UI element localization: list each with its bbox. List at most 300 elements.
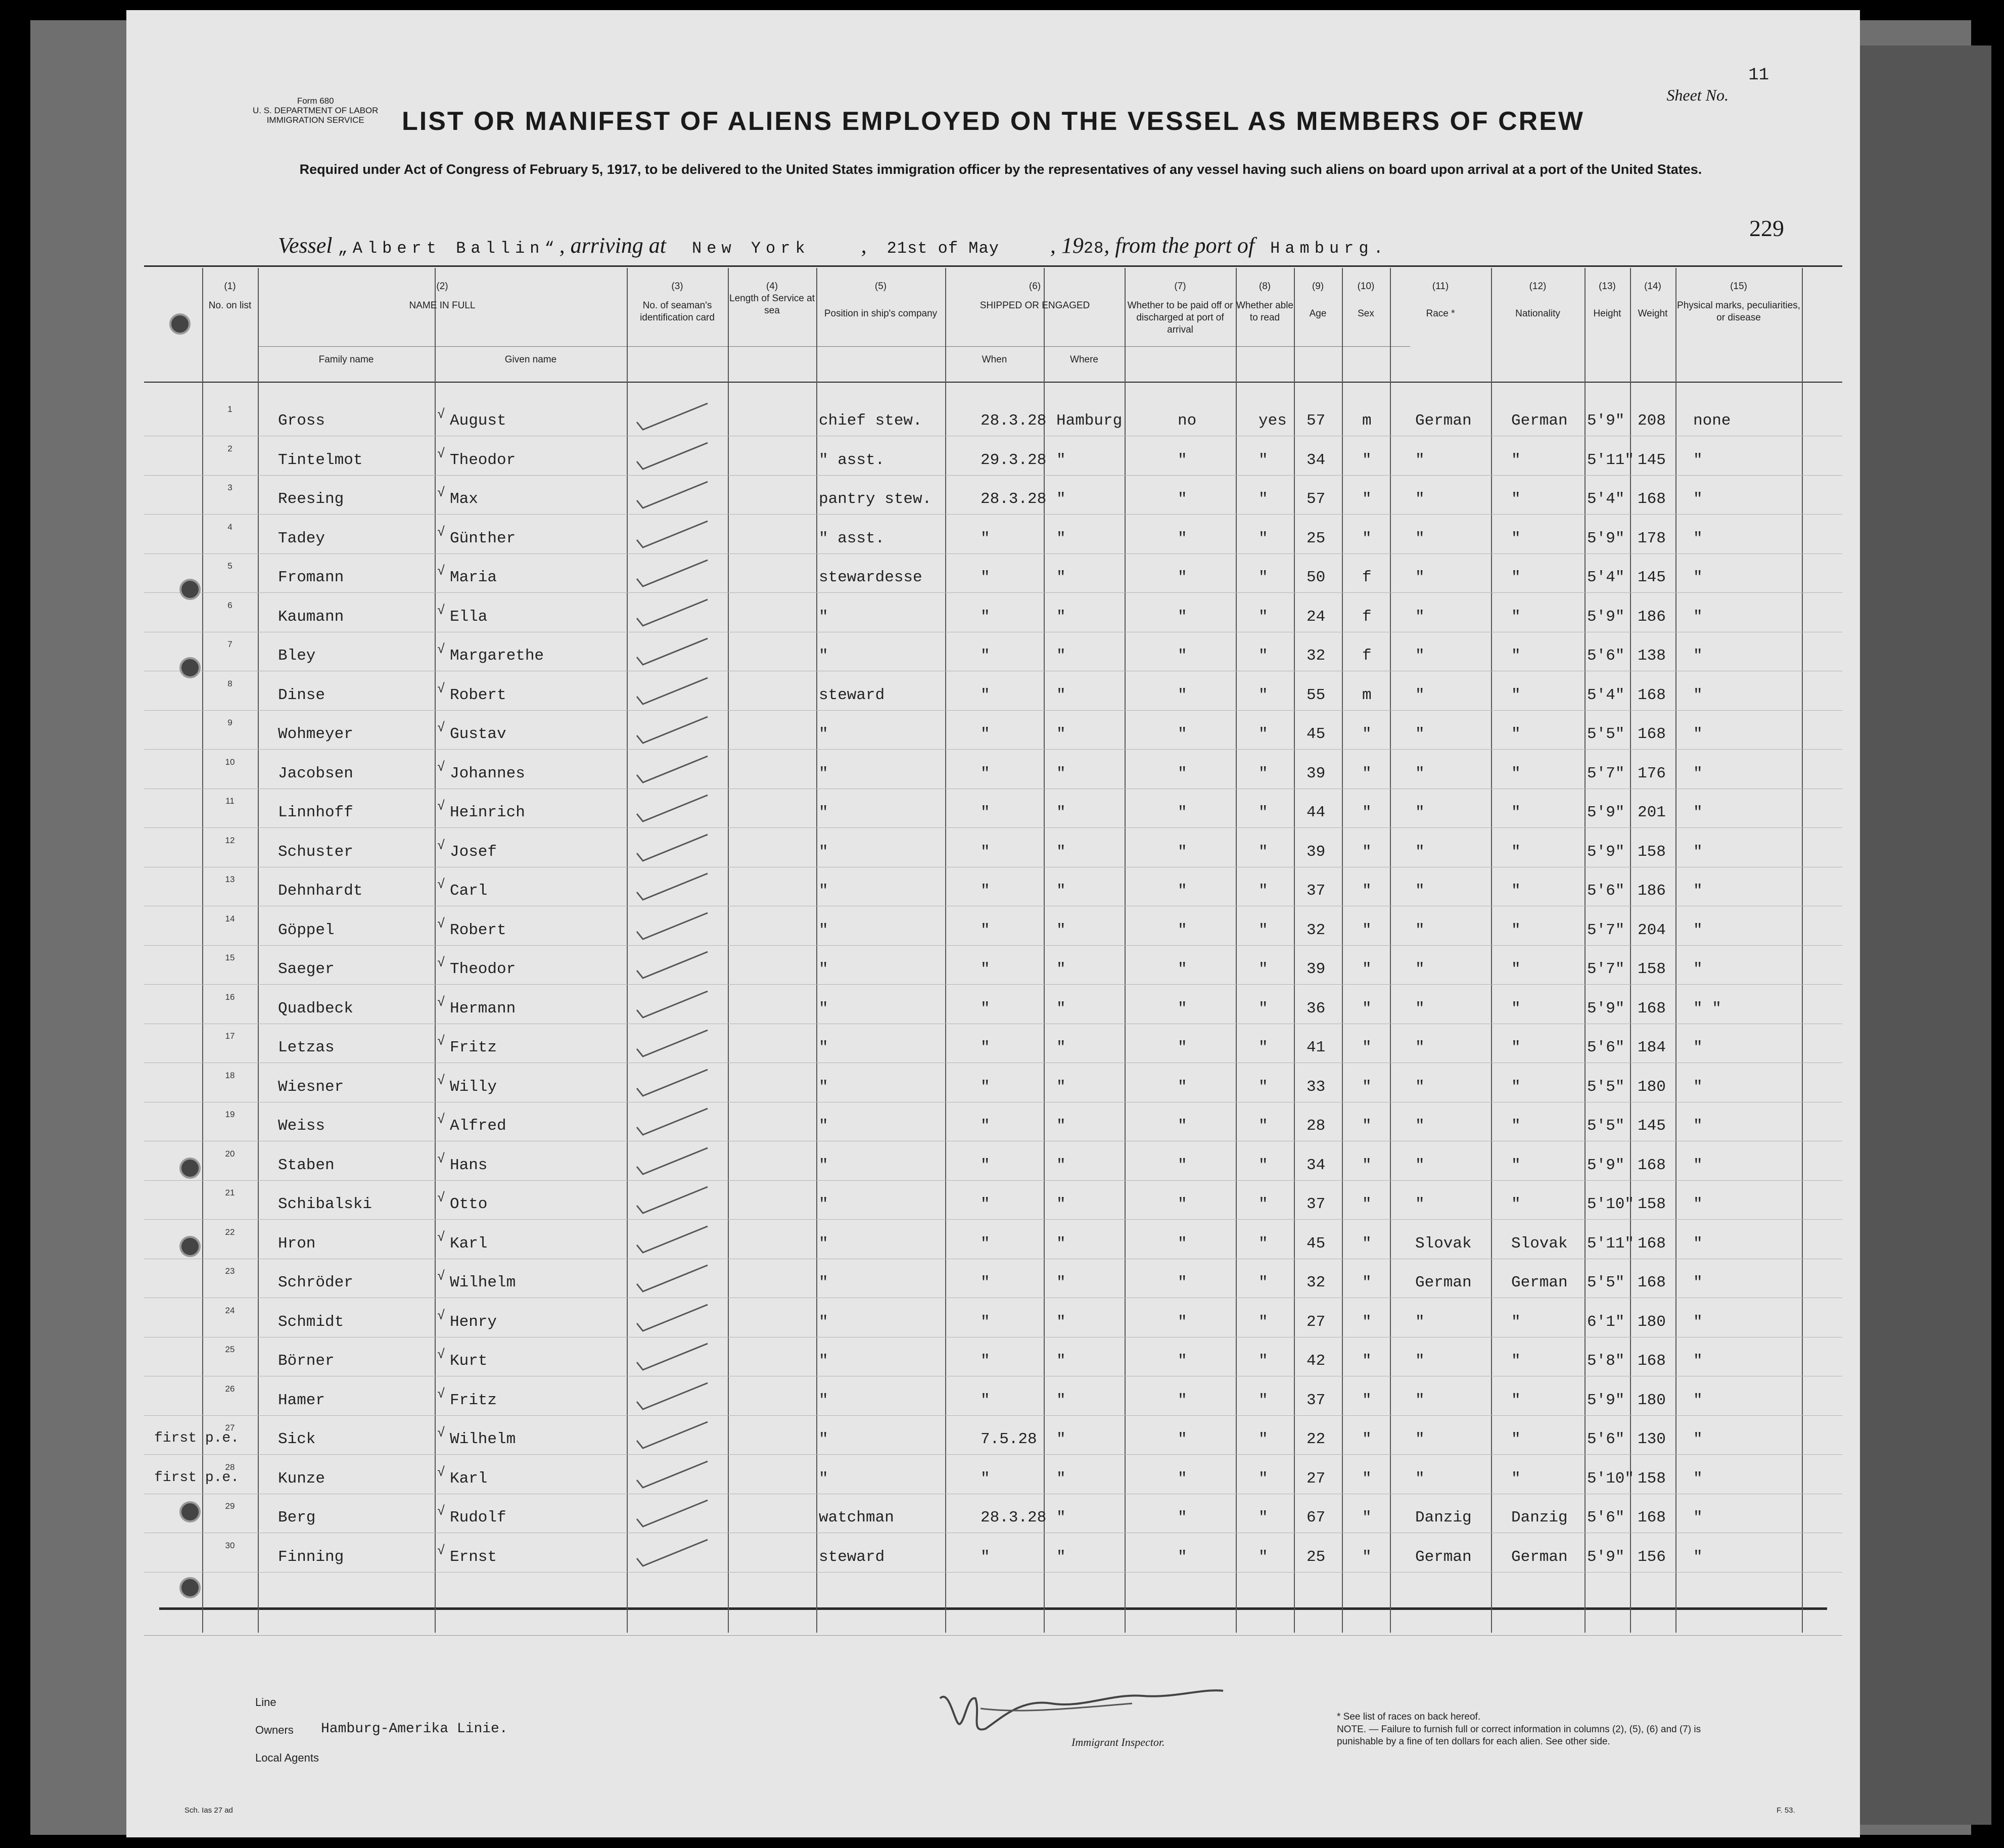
vessel-name: „Albert Ballin“ bbox=[338, 239, 560, 258]
tick-mark: √ bbox=[437, 1034, 445, 1049]
row-line bbox=[144, 984, 1842, 985]
tick-mark: √ bbox=[437, 1190, 445, 1206]
physical-marks: " bbox=[1693, 1509, 1703, 1527]
check-mark-icon bbox=[632, 674, 733, 709]
position: " bbox=[819, 1039, 828, 1056]
bottom-left-code: Sch. Ias 27 ad bbox=[184, 1806, 233, 1815]
tick-mark: √ bbox=[437, 1151, 445, 1167]
family-name: Schröder bbox=[278, 1274, 353, 1291]
position: " bbox=[819, 1391, 828, 1409]
check-mark-icon bbox=[632, 752, 733, 788]
race: German bbox=[1415, 1274, 1472, 1291]
family-name: Dinse bbox=[278, 686, 325, 704]
weight: 186 bbox=[1638, 608, 1666, 626]
race: " bbox=[1415, 451, 1425, 469]
height: 5'5" bbox=[1587, 1078, 1625, 1096]
race: " bbox=[1415, 764, 1425, 782]
sex: " bbox=[1362, 999, 1372, 1018]
inspector-signature bbox=[920, 1668, 1324, 1744]
shipped-when: " bbox=[981, 529, 990, 547]
position: " bbox=[819, 1195, 828, 1213]
row-number: 20 bbox=[225, 1148, 235, 1159]
row-line bbox=[144, 1454, 1842, 1455]
shipped-when: " bbox=[981, 1391, 990, 1409]
check-mark-icon bbox=[632, 1104, 733, 1140]
weight: 138 bbox=[1638, 647, 1666, 665]
shipped-where: " bbox=[1056, 569, 1066, 586]
check-mark-icon bbox=[632, 1026, 733, 1061]
shipped-where: " bbox=[1056, 1430, 1066, 1448]
race: " bbox=[1415, 999, 1425, 1018]
column-divider bbox=[1342, 268, 1343, 1633]
physical-marks: " bbox=[1693, 608, 1703, 626]
paid-off: " bbox=[1178, 647, 1187, 665]
weight: 168 bbox=[1638, 1156, 1666, 1174]
row-note: first p.e. bbox=[154, 1430, 240, 1446]
local-agents-label: Local Agents bbox=[255, 1751, 319, 1764]
weight: 168 bbox=[1638, 490, 1666, 508]
check-mark-icon bbox=[632, 399, 733, 435]
row-number: 13 bbox=[225, 874, 235, 884]
given-name: Fritz bbox=[450, 1039, 497, 1056]
row-line bbox=[144, 710, 1842, 711]
given-name: Hans bbox=[450, 1156, 488, 1174]
family-name: Berg bbox=[278, 1509, 316, 1527]
owners-value: Hamburg-Amerika Linie. bbox=[321, 1721, 508, 1737]
paid-off: " bbox=[1178, 764, 1187, 782]
race: " bbox=[1415, 1313, 1425, 1331]
check-mark-icon bbox=[632, 1496, 733, 1532]
physical-marks: none bbox=[1693, 412, 1731, 430]
check-mark-icon bbox=[632, 595, 733, 631]
sex: " bbox=[1362, 843, 1372, 861]
able-to-read: " bbox=[1259, 529, 1268, 547]
nationality: " bbox=[1511, 1352, 1521, 1370]
column-divider bbox=[1584, 268, 1586, 1633]
header-race: (11) Race * bbox=[1426, 281, 1455, 319]
given-name: August bbox=[450, 412, 506, 430]
position: pantry stew. bbox=[819, 490, 932, 508]
vessel-label: Vessel bbox=[278, 233, 333, 258]
physical-marks: " bbox=[1693, 569, 1703, 586]
family-name: Weiss bbox=[278, 1117, 325, 1135]
column-divider bbox=[1802, 268, 1803, 1633]
race: " bbox=[1415, 1391, 1425, 1409]
position: " bbox=[819, 1313, 828, 1331]
tick-mark: √ bbox=[437, 485, 445, 500]
weight: 168 bbox=[1638, 1234, 1666, 1253]
arrival-date: 21st of May bbox=[887, 239, 999, 258]
age: 45 bbox=[1307, 1234, 1326, 1253]
tick-mark: √ bbox=[437, 407, 445, 422]
height: 5'9" bbox=[1587, 1391, 1625, 1409]
nationality: Slovak bbox=[1511, 1234, 1568, 1253]
race: " bbox=[1415, 1195, 1425, 1213]
nationality: " bbox=[1511, 960, 1521, 978]
given-name: Hermann bbox=[450, 999, 516, 1018]
weight: 176 bbox=[1638, 764, 1666, 782]
age: 36 bbox=[1307, 999, 1326, 1018]
row-number: 8 bbox=[227, 678, 232, 688]
header-read: (8) Whether able to read bbox=[1236, 281, 1293, 323]
row-line bbox=[144, 1572, 1842, 1573]
row-number: 21 bbox=[225, 1188, 235, 1197]
physical-marks: " bbox=[1693, 1352, 1703, 1370]
check-mark-icon bbox=[632, 1536, 733, 1571]
able-to-read: " bbox=[1259, 1117, 1268, 1135]
nationality: German bbox=[1511, 1548, 1568, 1566]
able-to-read: " bbox=[1259, 843, 1268, 861]
tick-mark: √ bbox=[437, 1269, 445, 1284]
header-id-card: (3) No. of seaman's identification card bbox=[640, 281, 715, 323]
able-to-read: " bbox=[1259, 569, 1268, 586]
weight: 180 bbox=[1638, 1391, 1666, 1409]
shipped-when: " bbox=[981, 725, 990, 743]
column-divider bbox=[202, 268, 203, 1633]
family-name: Reesing bbox=[278, 490, 344, 508]
header-height: (13) Height bbox=[1593, 281, 1621, 319]
position: steward bbox=[819, 686, 885, 704]
shipped-where: " bbox=[1056, 1548, 1066, 1566]
shipped-where: " bbox=[1056, 1078, 1066, 1096]
age: 42 bbox=[1307, 1352, 1326, 1370]
weight: 145 bbox=[1638, 451, 1666, 469]
shipped-where: " bbox=[1056, 490, 1066, 508]
height: 5'6" bbox=[1587, 1430, 1625, 1448]
check-mark-icon bbox=[632, 830, 733, 866]
nationality: " bbox=[1511, 529, 1521, 547]
nationality: " bbox=[1511, 725, 1521, 743]
check-mark-icon bbox=[632, 1379, 733, 1414]
line-label: Line bbox=[255, 1696, 276, 1708]
page-number: 229 bbox=[1749, 215, 1784, 241]
sex: " bbox=[1362, 490, 1372, 508]
nationality: " bbox=[1511, 1078, 1521, 1096]
row-number: 22 bbox=[225, 1227, 235, 1237]
header-where: Where bbox=[1070, 354, 1098, 365]
position: " bbox=[819, 1469, 828, 1488]
check-mark-icon bbox=[632, 713, 733, 748]
vessel-line: Vessel „Albert Ballin“, arriving at New York , 21st of May , 1928, from the port of Hamburg. bbox=[278, 233, 1388, 258]
nationality: " bbox=[1511, 999, 1521, 1018]
physical-marks: " bbox=[1693, 1234, 1703, 1253]
height: 5'5" bbox=[1587, 725, 1625, 743]
able-to-read: " bbox=[1259, 490, 1268, 508]
tick-mark: √ bbox=[437, 446, 445, 461]
row-number: 26 bbox=[225, 1383, 235, 1394]
height: 5'9" bbox=[1587, 1156, 1625, 1174]
paid-off: " bbox=[1178, 1234, 1187, 1253]
shipped-when: 28.3.28 bbox=[981, 1509, 1047, 1527]
sex: " bbox=[1362, 764, 1372, 782]
able-to-read: " bbox=[1259, 960, 1268, 978]
able-to-read: " bbox=[1259, 804, 1268, 821]
paid-off: " bbox=[1178, 1469, 1187, 1488]
physical-marks: " bbox=[1693, 1274, 1703, 1291]
header-age: (9) Age bbox=[1309, 281, 1327, 319]
sex: " bbox=[1362, 1313, 1372, 1331]
column-divider bbox=[1294, 268, 1295, 1633]
nationality: Danzig bbox=[1511, 1509, 1568, 1527]
physical-marks: " bbox=[1693, 1195, 1703, 1213]
able-to-read: " bbox=[1259, 1195, 1268, 1213]
age: 41 bbox=[1307, 1039, 1326, 1056]
row-line bbox=[144, 945, 1842, 946]
from-label: , from the port of bbox=[1104, 233, 1255, 258]
able-to-read: " bbox=[1259, 1391, 1268, 1409]
nationality: " bbox=[1511, 490, 1521, 508]
family-name: Bley bbox=[278, 647, 316, 665]
column-divider bbox=[1044, 268, 1045, 1633]
height: 5'6" bbox=[1587, 882, 1625, 900]
given-name: Johannes bbox=[450, 764, 525, 782]
given-name: Max bbox=[450, 490, 478, 508]
height: 5'7" bbox=[1587, 960, 1625, 978]
header-family-name: Family name bbox=[318, 354, 374, 365]
nationality: " bbox=[1511, 686, 1521, 704]
able-to-read: " bbox=[1259, 725, 1268, 743]
shipped-when: 28.3.28 bbox=[981, 490, 1047, 508]
shipped-where: " bbox=[1056, 1352, 1066, 1370]
shipped-where: " bbox=[1056, 1313, 1066, 1331]
sex: " bbox=[1362, 1156, 1372, 1174]
physical-marks: " bbox=[1693, 529, 1703, 547]
physical-marks: " bbox=[1693, 1039, 1703, 1056]
sheet-label: Sheet No. bbox=[1666, 86, 1729, 104]
physical-marks: " bbox=[1693, 843, 1703, 861]
height: 5'9" bbox=[1587, 999, 1625, 1018]
weight: 208 bbox=[1638, 412, 1666, 430]
shipped-where: " bbox=[1056, 1195, 1066, 1213]
position: " bbox=[819, 1078, 828, 1096]
race: German bbox=[1415, 1548, 1472, 1566]
punch-hole bbox=[169, 313, 191, 335]
family-name: Dehnhardt bbox=[278, 882, 363, 900]
shipped-when: " bbox=[981, 569, 990, 586]
tick-mark: √ bbox=[437, 759, 445, 775]
sex: " bbox=[1362, 1469, 1372, 1488]
tick-mark: √ bbox=[437, 720, 445, 735]
column-divider bbox=[1390, 268, 1391, 1633]
tick-mark: √ bbox=[437, 1425, 445, 1441]
arriving-port: New York bbox=[692, 239, 810, 258]
shipped-where: " bbox=[1056, 1039, 1066, 1056]
tick-mark: √ bbox=[437, 1112, 445, 1127]
row-number: 2 bbox=[227, 443, 232, 453]
punch-hole bbox=[179, 579, 201, 600]
able-to-read: " bbox=[1259, 1078, 1268, 1096]
column-divider bbox=[1675, 268, 1676, 1633]
position: " bbox=[819, 1274, 828, 1291]
arriving-label: , arriving at bbox=[559, 233, 667, 258]
family-name: Linnhoff bbox=[278, 804, 353, 821]
check-mark-icon bbox=[632, 517, 733, 552]
row-line bbox=[144, 749, 1842, 750]
given-name: Rudolf bbox=[450, 1509, 506, 1527]
height: 5'6" bbox=[1587, 1039, 1625, 1056]
sex: " bbox=[1362, 1548, 1372, 1566]
able-to-read: " bbox=[1259, 764, 1268, 782]
able-to-read: " bbox=[1259, 1509, 1268, 1527]
weight: 168 bbox=[1638, 1352, 1666, 1370]
family-name: Saeger bbox=[278, 960, 335, 978]
paid-off: " bbox=[1178, 843, 1187, 861]
shipped-where: " bbox=[1056, 1391, 1066, 1409]
row-number: 6 bbox=[227, 600, 232, 610]
able-to-read: " bbox=[1259, 1234, 1268, 1253]
row-number: 4 bbox=[227, 522, 232, 532]
tick-mark: √ bbox=[437, 1073, 445, 1088]
given-name: Willy bbox=[450, 1078, 497, 1096]
tick-mark: √ bbox=[437, 603, 445, 618]
age: 55 bbox=[1307, 686, 1326, 704]
weight: 156 bbox=[1638, 1548, 1666, 1566]
row-line bbox=[144, 1062, 1842, 1063]
from-port: Hamburg. bbox=[1270, 239, 1388, 258]
shipped-where: " bbox=[1056, 725, 1066, 743]
given-name: Otto bbox=[450, 1195, 488, 1213]
physical-marks: " " bbox=[1693, 999, 1721, 1018]
row-number: 12 bbox=[225, 835, 235, 845]
sex: " bbox=[1362, 725, 1372, 743]
sex: " bbox=[1362, 451, 1372, 469]
physical-marks: " bbox=[1693, 1430, 1703, 1448]
age: 27 bbox=[1307, 1313, 1326, 1331]
sex: " bbox=[1362, 1509, 1372, 1527]
given-name: Heinrich bbox=[450, 804, 525, 821]
age: 34 bbox=[1307, 1156, 1326, 1174]
family-name: Sick bbox=[278, 1430, 316, 1448]
row-line bbox=[144, 514, 1842, 515]
paid-off: " bbox=[1178, 1078, 1187, 1096]
position: " bbox=[819, 647, 828, 665]
age: 25 bbox=[1307, 529, 1326, 547]
shipped-where: " bbox=[1056, 960, 1066, 978]
column-divider bbox=[945, 268, 946, 1633]
shipped-when: " bbox=[981, 1117, 990, 1135]
family-name: Hron bbox=[278, 1234, 316, 1253]
sex: " bbox=[1362, 529, 1372, 547]
family-name: Wiesner bbox=[278, 1078, 344, 1096]
position: " bbox=[819, 608, 828, 626]
tick-mark: √ bbox=[437, 955, 445, 971]
given-name: Ella bbox=[450, 608, 488, 626]
shipped-when: " bbox=[981, 882, 990, 900]
family-name: Göppel bbox=[278, 921, 335, 939]
race: " bbox=[1415, 1039, 1425, 1056]
shipped-when: " bbox=[981, 1039, 990, 1056]
shipped-where: " bbox=[1056, 804, 1066, 821]
weight: 145 bbox=[1638, 569, 1666, 586]
header-shipped: (6) SHIPPED OR ENGAGED bbox=[980, 281, 1090, 311]
weight: 145 bbox=[1638, 1117, 1666, 1135]
given-name: Henry bbox=[450, 1313, 497, 1331]
paid-off: " bbox=[1178, 529, 1187, 547]
able-to-read: " bbox=[1259, 921, 1268, 939]
row-number: 23 bbox=[225, 1266, 235, 1276]
paid-off: " bbox=[1178, 804, 1187, 821]
position: watchman bbox=[819, 1509, 894, 1527]
height: 5'9" bbox=[1587, 529, 1625, 547]
shipped-when: " bbox=[981, 1352, 990, 1370]
given-name: Fritz bbox=[450, 1391, 497, 1409]
row-number: 16 bbox=[225, 992, 235, 1002]
family-name: Kaumann bbox=[278, 608, 344, 626]
position: stewardesse bbox=[819, 569, 922, 586]
check-mark-icon bbox=[632, 478, 733, 513]
position: " asst. bbox=[819, 451, 885, 469]
row-line bbox=[144, 1219, 1842, 1220]
header-bottom-rule bbox=[144, 382, 1842, 383]
able-to-read: " bbox=[1259, 1352, 1268, 1370]
given-name: Robert bbox=[450, 921, 506, 939]
tick-mark: √ bbox=[437, 681, 445, 697]
physical-marks: " bbox=[1693, 490, 1703, 508]
age: 39 bbox=[1307, 960, 1326, 978]
footer-rule bbox=[144, 1635, 1842, 1636]
given-name: Karl bbox=[450, 1469, 488, 1488]
check-mark-icon bbox=[632, 556, 733, 591]
check-mark-icon bbox=[632, 1418, 733, 1453]
paid-off: " bbox=[1178, 608, 1187, 626]
given-name: Alfred bbox=[450, 1117, 506, 1135]
row-number: 24 bbox=[225, 1305, 235, 1315]
sex: f bbox=[1362, 647, 1372, 665]
age: 32 bbox=[1307, 647, 1326, 665]
shipped-when: " bbox=[981, 999, 990, 1018]
punch-hole bbox=[179, 1577, 201, 1598]
age: 37 bbox=[1307, 1195, 1326, 1213]
age: 67 bbox=[1307, 1509, 1326, 1527]
punch-hole bbox=[179, 657, 201, 678]
family-name: Staben bbox=[278, 1156, 335, 1174]
paid-off: " bbox=[1178, 569, 1187, 586]
weight: 168 bbox=[1638, 1274, 1666, 1291]
nationality: " bbox=[1511, 569, 1521, 586]
shipped-when: 29.3.28 bbox=[981, 451, 1047, 469]
able-to-read: " bbox=[1259, 686, 1268, 704]
sex: " bbox=[1362, 1195, 1372, 1213]
able-to-read: " bbox=[1259, 1430, 1268, 1448]
race: " bbox=[1415, 1156, 1425, 1174]
family-name: Fromann bbox=[278, 569, 344, 586]
shipped-when: " bbox=[981, 921, 990, 939]
shipped-when: " bbox=[981, 1078, 990, 1096]
age: 25 bbox=[1307, 1548, 1326, 1566]
page-subtitle: Required under Act of Congress of February 5, 1917, to be delivered to the United States immigration officer by the representatives of any vessel having such aliens on board upon arrival at a port of the United States. bbox=[299, 162, 1702, 177]
shipped-when: " bbox=[981, 1548, 990, 1566]
shipped-when: " bbox=[981, 1234, 990, 1253]
tick-mark: √ bbox=[437, 994, 445, 1010]
shipped-when: " bbox=[981, 686, 990, 704]
age: 34 bbox=[1307, 451, 1326, 469]
tick-mark: √ bbox=[437, 642, 445, 657]
family-name: Schuster bbox=[278, 843, 353, 861]
sex: " bbox=[1362, 1117, 1372, 1135]
table-bottom-rule bbox=[159, 1607, 1827, 1610]
weight: 158 bbox=[1638, 1195, 1666, 1213]
header-marks: (15) Physical marks, peculiarities, or disease bbox=[1677, 281, 1800, 323]
weight: 158 bbox=[1638, 1469, 1666, 1488]
physical-marks: " bbox=[1693, 647, 1703, 665]
family-name: Gross bbox=[278, 412, 325, 430]
shipped-when: 28.3.28 bbox=[981, 412, 1047, 430]
tick-mark: √ bbox=[437, 1308, 445, 1323]
shipped-when: " bbox=[981, 1469, 990, 1488]
shipped-where: " bbox=[1056, 451, 1066, 469]
tick-mark: √ bbox=[437, 838, 445, 853]
header-no: (1) No. on list bbox=[208, 281, 252, 311]
